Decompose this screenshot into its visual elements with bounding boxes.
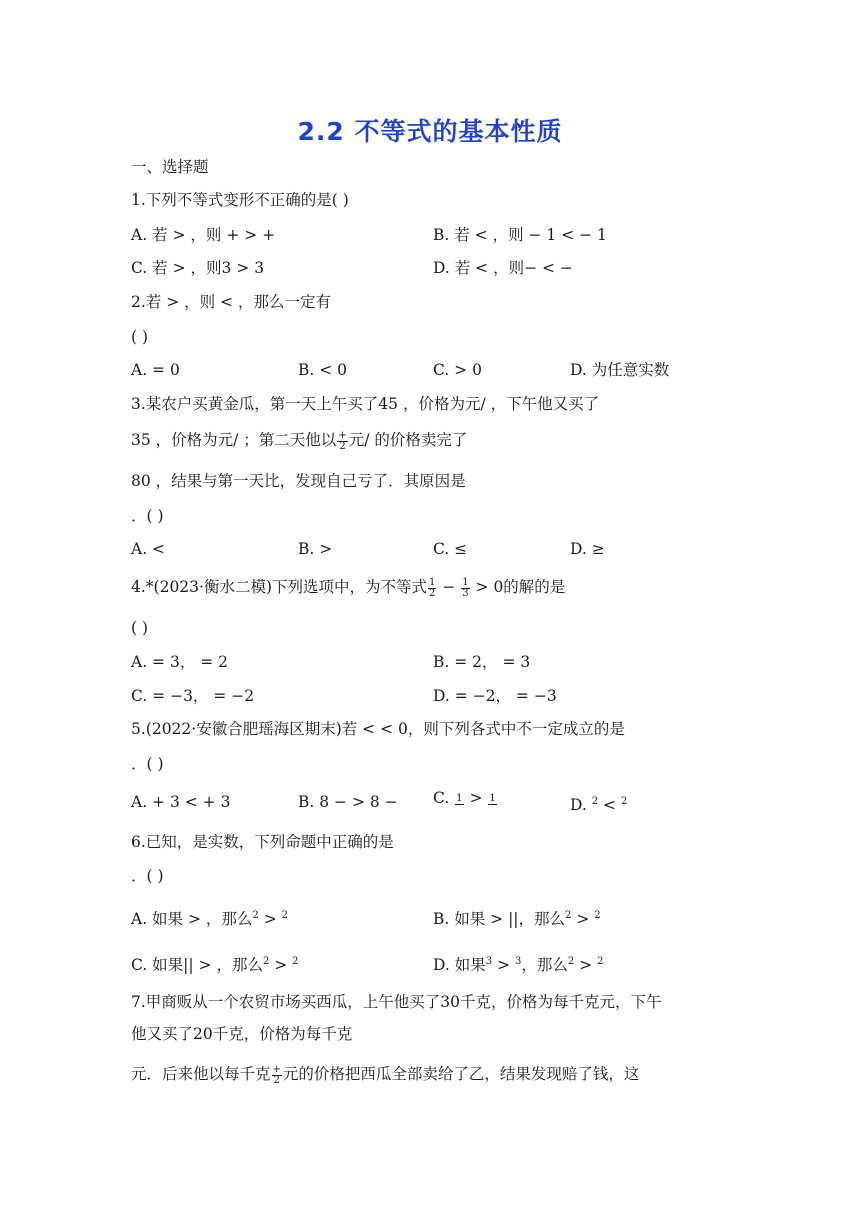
question-4-stem-start: 4.*(2023·衡水二模)下列选项中，为不等式: [131, 578, 428, 596]
exponent: 2: [262, 956, 270, 967]
question-6-option-c: [131, 952, 299, 975]
option-d-compare-1: >: [492, 956, 515, 975]
fraction-numerator: 1: [429, 576, 436, 588]
question-4-stem-middle: −: [437, 578, 461, 596]
question-6-option-b: [433, 906, 601, 929]
question-5-option-d: [570, 792, 627, 815]
question-2-option-b: B. < 0: [298, 361, 348, 379]
exponent: 2: [591, 796, 599, 807]
question-3-line-2-end: 元/ 的价格卖完了: [348, 431, 468, 449]
question-4-option-b: B. = 2， = 3: [433, 653, 531, 671]
exponent: 2: [565, 910, 572, 921]
question-2-option-d: D. 为任意实数: [570, 361, 670, 379]
question-3-line-3: 80 ，结果与第一天比，发现自己亏了．其原因是: [131, 472, 466, 490]
exponent: 2: [594, 910, 601, 921]
question-6-answer-paren: ．( ): [131, 867, 164, 885]
fraction-denominator: 3: [462, 587, 469, 599]
question-4-option-c: C. = −3， = −2: [131, 687, 255, 705]
question-6-option-a: [131, 906, 288, 929]
question-5-option-a: A. + 3 < + 3: [131, 793, 231, 811]
fraction-denominator: 2: [339, 440, 346, 452]
fraction-numerator: 1: [456, 792, 463, 804]
exponent: 2: [620, 796, 628, 807]
question-6-stem: 6.已知，是实数，下列命题中正确的是: [131, 833, 394, 851]
question-3-answer-paren: ．( ): [131, 507, 164, 525]
question-3-line-2: [131, 430, 467, 452]
question-3-option-d: D. ≥: [570, 540, 605, 558]
exponent: 2: [597, 956, 604, 967]
option-b-text: B. 如果 > ||，那么: [433, 910, 566, 929]
option-c-letter: C.: [433, 789, 450, 807]
question-7-line-3-start: 元．后来他以每千克: [131, 1065, 271, 1083]
page-title: 2.2 不等式的基本性质: [297, 117, 563, 146]
one-half-fraction: [428, 578, 436, 599]
reciprocal-fraction-left: [455, 794, 463, 805]
question-4-stem-end: > 0的解的是: [470, 578, 566, 596]
exponent: 2: [252, 910, 259, 921]
question-1-option-d: D. 若 < ，则− < −: [433, 259, 573, 277]
option-c-text: C. 如果|| > ，那么: [131, 956, 263, 975]
exponent: 2: [292, 956, 299, 967]
average-price-fraction: [272, 1065, 282, 1086]
average-price-fraction: [337, 431, 347, 452]
section-heading: 一、选择题: [131, 158, 209, 176]
question-3-option-c: C. ≤: [433, 540, 468, 558]
question-1-option-b: B. 若 < ，则 − 1 < − 1: [433, 226, 607, 244]
question-5-stem: 5.(2022·安徽合肥瑶海区期末)若 < < 0，则下列各式中不一定成立的是: [131, 720, 625, 738]
question-3-line-2-start: 35 ，价格为元/ ；第二天他以: [131, 431, 337, 449]
option-c-compare: >: [269, 956, 293, 975]
question-6-option-d: [433, 952, 603, 975]
fraction-denominator: 2: [429, 587, 436, 599]
question-2-answer-paren: ( ): [131, 328, 149, 346]
question-1-stem: 1.下列不等式变形不正确的是( ): [131, 191, 349, 209]
fraction-numerator: +: [272, 1063, 281, 1075]
question-4-answer-paren: ( ): [131, 619, 149, 637]
fraction-denominator: 2: [273, 1074, 280, 1086]
fraction-numerator: +: [338, 429, 347, 441]
option-d-then: ，那么: [521, 956, 568, 975]
question-1-option-c: C. 若 > ，则3 > 3: [131, 259, 265, 277]
option-a-compare: >: [258, 910, 282, 929]
question-7-line-1: 7.甲商贩从一个农贸市场买西瓜，上午他买了30千克，价格为每千克元，下午: [131, 993, 662, 1011]
one-third-fraction: [461, 578, 469, 599]
question-5-option-b: B. 8 − > 8 −: [298, 793, 398, 811]
question-7-line-3-end: 元的价格把西瓜全部卖给了乙，结果发现赔了钱，这: [282, 1065, 640, 1083]
option-a-text: A. 如果 > ，那么: [131, 910, 253, 929]
question-5-answer-paren: ．( ): [131, 755, 164, 773]
exponent: 3: [485, 956, 493, 967]
fraction-numerator: 1: [462, 576, 469, 588]
exponent: 2: [281, 910, 288, 921]
question-7-line-2: 他又买了20千克，价格为每千克: [131, 1025, 353, 1043]
question-7-line-3: [131, 1064, 639, 1086]
question-2-option-a: A. = 0: [131, 361, 180, 379]
question-1-option-a: A. 若 > ，则 + > +: [131, 226, 276, 244]
option-d-text-middle: <: [598, 796, 621, 815]
question-3-option-a: A. <: [131, 540, 166, 558]
question-4-option-d: D. = −2， = −3: [433, 687, 557, 705]
exponent: 3: [514, 956, 522, 967]
reciprocal-fraction-right: [488, 794, 496, 805]
option-d-text: D. 如果: [433, 956, 486, 975]
fraction-numerator: 1: [489, 792, 496, 804]
option-b-compare: >: [571, 910, 595, 929]
question-5-option-c: [433, 788, 498, 808]
question-4-stem: [131, 577, 565, 599]
question-3-option-b: B. >: [298, 540, 333, 558]
option-d-compare-2: >: [574, 956, 598, 975]
greater-than-sign: >: [464, 789, 488, 807]
exponent: 2: [567, 956, 575, 967]
question-2-option-c: C. > 0: [433, 361, 482, 379]
option-d-text-start: D.: [570, 796, 592, 815]
question-3-line-1: 3.某农户买黄金瓜，第一天上午买了45 ，价格为元/ ，下午他又买了: [131, 395, 600, 413]
question-2-stem: 2.若 > ，则 < ，那么一定有: [131, 293, 331, 311]
question-4-option-a: A. = 3， = 2: [131, 653, 229, 671]
